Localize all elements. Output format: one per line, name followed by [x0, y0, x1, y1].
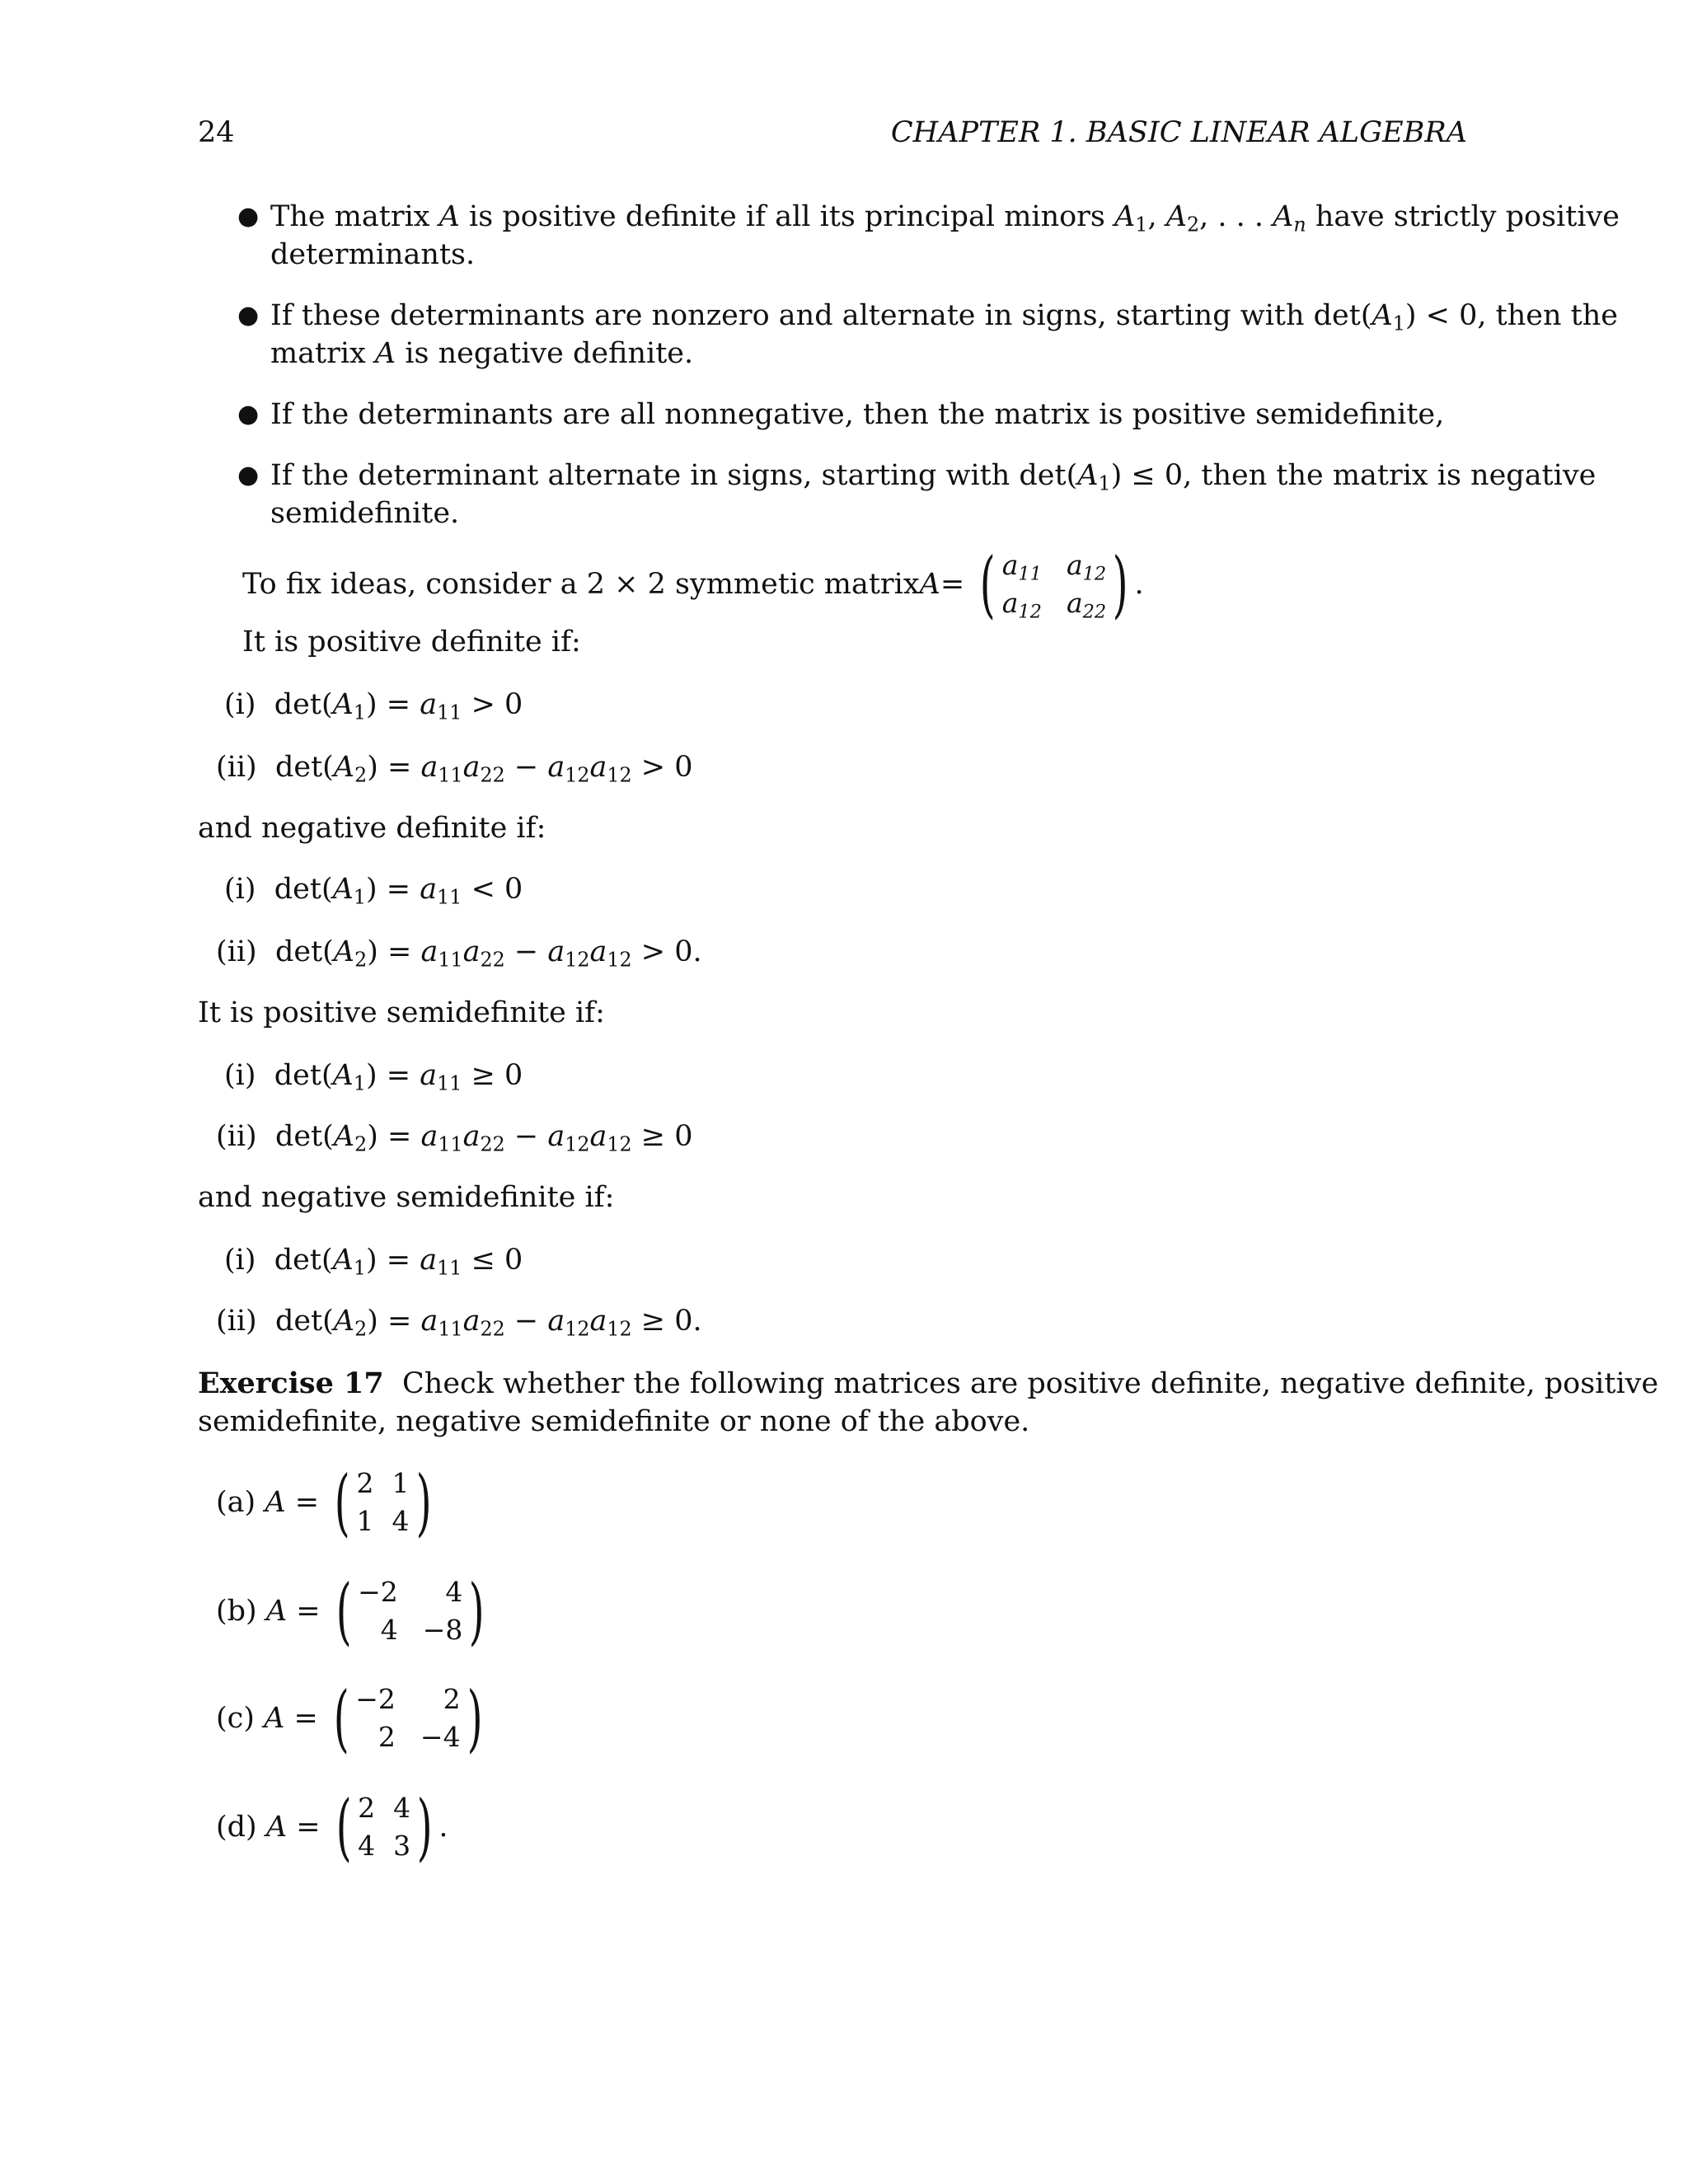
bullet-3-dot: ●	[237, 400, 260, 429]
neg-semi-i: (i) $\det(A_1) = a_{11} \le 0$	[224, 1244, 523, 1280]
bullet-4-dot: ●	[237, 461, 260, 490]
page-number: 24	[198, 116, 235, 149]
pos-semi-i: (i) $\det(A_1) = a_{11} \ge 0$	[224, 1059, 523, 1095]
matrix-a: 2 1 1 4	[356, 1467, 410, 1537]
neg-def-heading: and negative definite if:	[198, 812, 546, 845]
neg-def-ii: (ii) $\det(A_2) = a_{11}a_{22} - a_{12}a_{12} > 0$.	[216, 935, 702, 972]
matrix-b: −2 4 4 −8	[358, 1576, 463, 1646]
chapter-title: CHAPTER 1. BASIC LINEAR ALGEBRA	[890, 116, 1467, 149]
pos-semi-ii: (ii) $\det(A_2) = a_{11}a_{22} - a_{12}a_{12} \ge 0$	[216, 1120, 693, 1156]
bullet-2-line-2: matrix A is negative definite.	[270, 337, 694, 370]
bullet-2-line-1: If these determinants are nonzero and alternate in signs, starting with $\det(A_1) < 0$, then the	[270, 299, 1618, 335]
bullet-1-line-2: determinants.	[270, 238, 476, 271]
neg-semi-heading: and negative semidefinite if:	[198, 1181, 615, 1214]
matrix-d: 2 4 4 3	[358, 1792, 411, 1862]
bullet-4-line-1: If the determinant alternate in signs, starting with $\det(A_1) \le 0$, then the matrix is negative	[270, 459, 1597, 495]
exercise-line-2: semidefinite, negative semidefinite or none of the above.	[198, 1405, 1030, 1438]
intro-after: It is positive definite if:	[242, 626, 581, 658]
pos-semi-heading: It is positive semidefinite if:	[198, 996, 605, 1029]
exercise-item-c: (c) A = ( −2 2 2 −4 )	[216, 1675, 483, 1760]
bullet-2-dot: ●	[237, 301, 260, 330]
exercise-line-1: Exercise 17 Check whether the following matrices are positive definite, negative definite, positive	[198, 1366, 1659, 1400]
exercise-item-a: (a) A = ( 2 1 1 4 )	[216, 1460, 432, 1544]
bullet-1-dot: ●	[237, 202, 260, 231]
neg-semi-ii: (ii) $\det(A_2) = a_{11}a_{22} - a_{12}a_{12} \ge 0$.	[216, 1305, 702, 1341]
intro-line: To fix ideas, consider a 2 × 2 symmetic matrix A = ( $a_{11}$ $a_{12}$ $a_{12}$ $a_{22}$ ) .	[242, 541, 1144, 626]
intro-matrix: $a_{11}$ $a_{12}$ $a_{12}$ $a_{22}$	[1001, 549, 1107, 623]
pos-def-i: (i) $\det(A_1) = a_{11} > 0$	[224, 688, 523, 724]
bullet-4-line-2: semidefinite.	[270, 497, 460, 530]
matrix-c: −2 2 2 −4	[355, 1683, 461, 1753]
exercise-item-d: (d) A = ( 2 4 4 3 ) .	[216, 1784, 448, 1869]
bullet-1-line-1: The matrix A is positive definite if all its principal minors $A_1$, $A_2$, . . . $A_n$ have strictly positive	[270, 200, 1620, 237]
bullet-3-line-1: If the determinants are all nonnegative, then the matrix is positive semidefinite,	[270, 398, 1445, 431]
exercise-item-b: (b) A = ( −2 4 4 −8 )	[216, 1568, 485, 1653]
exercise-label: Exercise 17	[198, 1366, 384, 1400]
neg-def-i: (i) $\det(A_1) = a_{11} < 0$	[224, 873, 523, 909]
pos-def-ii: (ii) $\det(A_2) = a_{11}a_{22} - a_{12}a_{12} > 0$	[216, 751, 693, 787]
